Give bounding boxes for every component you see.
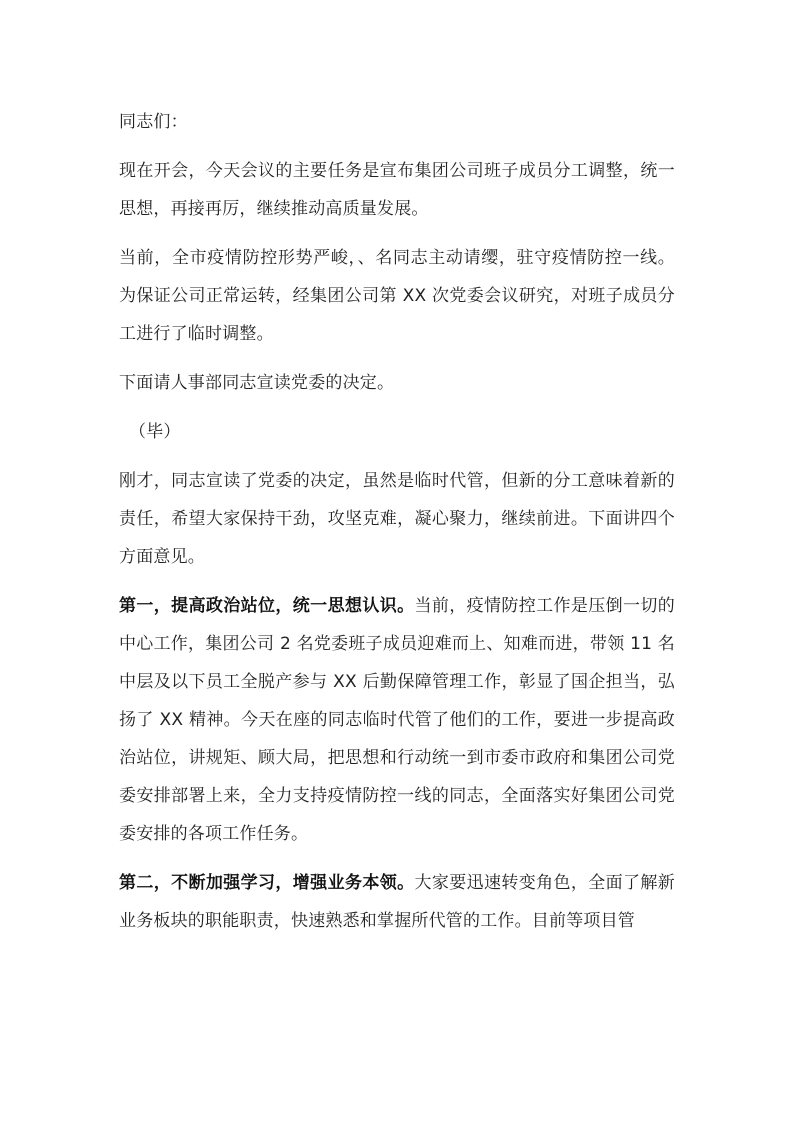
point-one-heading: 第一，提高政治站位，统一思想认识。 — [119, 596, 415, 616]
paragraph-point-one — [119, 587, 675, 853]
paragraph-point-two — [119, 864, 675, 940]
point-one-body: 当前，疫情防控工作是压倒一切的中心工作，集团公司 2 名党委班子成员迎难而上、知难而进，带领 11 名中层及以下员工全脱产参与 XX 后勤保障管理工作，彰显了国企担当，弘扬了 XX 精神。今天在座的同志临时代管了他们的工作，要进一步提高政治站位，讲规矩、顾大局，把思想和行动统一到市委市政府和集团公司党委安排部署上来，全力支持疫情防控一线的同志，全面落实好集团公司党委安排的各项工作任务。 — [119, 596, 675, 844]
paragraph-announcement: 下面请人事部同志宣读党委的决定。 — [119, 373, 395, 393]
paragraph-background: 当前，全市疫情防控形势严峻，、名同志主动请缨，驻守疫情防控一线。为保证公司正常运转，经集团公司第 XX 次党委会议研究，对班子成员分工进行了临时调整。 — [119, 248, 675, 344]
paragraph-opening: 现在开会，今天会议的主要任务是宣布集团公司班子成员分工调整，统一思想，再接再厉，继续推动高质量发展。 — [119, 161, 675, 219]
paragraph-end-note: （毕） — [129, 422, 181, 442]
document-body — [119, 103, 675, 951]
greeting: 同志们： — [119, 112, 188, 132]
point-two-heading: 第二，不断加强学习，增强业务本领。 — [119, 873, 415, 893]
paragraph-transition: 刚才，同志宣读了党委的决定，虽然是临时代管，但新的分工意味着新的责任，希望大家保持干劲，攻坚克难，凝心聚力，继续前进。下面讲四个方面意见。 — [119, 471, 675, 567]
point-two-body: 大家要迅速转变角色，全面了解新业务板块的职能职责，快速熟悉和掌握所代管的工作。目前等项目管 — [119, 873, 675, 931]
